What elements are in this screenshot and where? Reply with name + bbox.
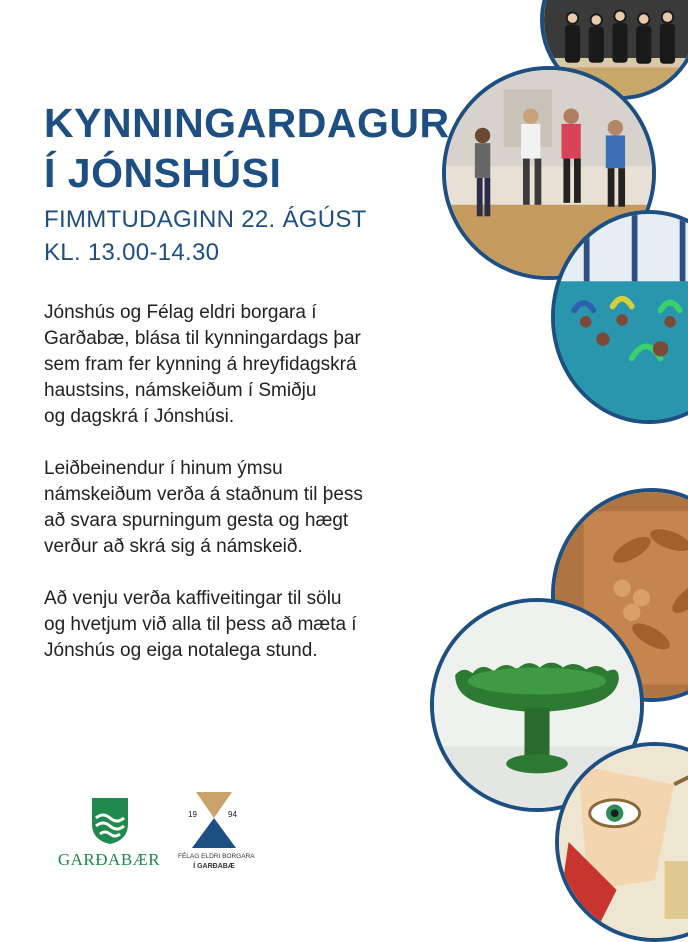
paragraph-line: Jónshús og Félag eldri borgara í bbox=[44, 302, 317, 323]
feb-logo bbox=[178, 790, 255, 882]
event-datetime bbox=[44, 203, 367, 269]
event-date: FIMMTUDAGINN 22. ÁGÚST bbox=[44, 206, 367, 233]
paragraph-line: að svara spurningum gesta og hægt bbox=[44, 510, 349, 531]
paragraph-2 bbox=[44, 456, 424, 560]
gardabaer-logo bbox=[54, 796, 164, 876]
body-text bbox=[44, 300, 424, 690]
paragraph-line: Jónshús og eiga notalega stund. bbox=[44, 640, 318, 661]
feb-year-left: 19 bbox=[188, 810, 197, 819]
paragraph-line: og dagskrá í Jónshúsi. bbox=[44, 406, 235, 427]
title-line-1: KYNNINGARDAGUR bbox=[44, 100, 450, 146]
paragraph-line: Leiðbeinendur í hinum ýmsu bbox=[44, 458, 283, 479]
page-title bbox=[44, 98, 450, 198]
paragraph-line: verður að skrá sig á námskeið. bbox=[44, 536, 303, 557]
feb-logo-line-1: FÉLAG ELDRI BORGARA bbox=[178, 853, 255, 860]
paragraph-line: Garðabæ, blása til kynningardags þar bbox=[44, 328, 361, 349]
feb-year-right: 94 bbox=[228, 810, 237, 819]
paragraph-1 bbox=[44, 300, 424, 430]
gardabaer-logo-text: GARÐABÆR bbox=[57, 850, 161, 869]
paragraph-line: haustsins, námskeiðum í Smiðju bbox=[44, 380, 317, 401]
paragraph-line: Að venju verða kaffiveitingar til sölu bbox=[44, 588, 342, 609]
feb-logo-line-2: Í GARÐABÆ bbox=[193, 863, 235, 870]
gardabaer-shield-icon bbox=[90, 796, 130, 846]
event-time: KL. 13.00-14.30 bbox=[44, 239, 220, 266]
paragraph-line: námskeiðum verða á staðnum til þess bbox=[44, 484, 363, 505]
paragraph-line: sem fram fer kynning á hreyfidagskrá bbox=[44, 354, 357, 375]
hourglass-icon bbox=[178, 790, 250, 850]
paragraph-3 bbox=[44, 586, 424, 664]
paragraph-line: og hvetjum við alla til þess að mæta í bbox=[44, 614, 357, 635]
title-line-2: Í JÓNSHÚSI bbox=[44, 150, 282, 196]
